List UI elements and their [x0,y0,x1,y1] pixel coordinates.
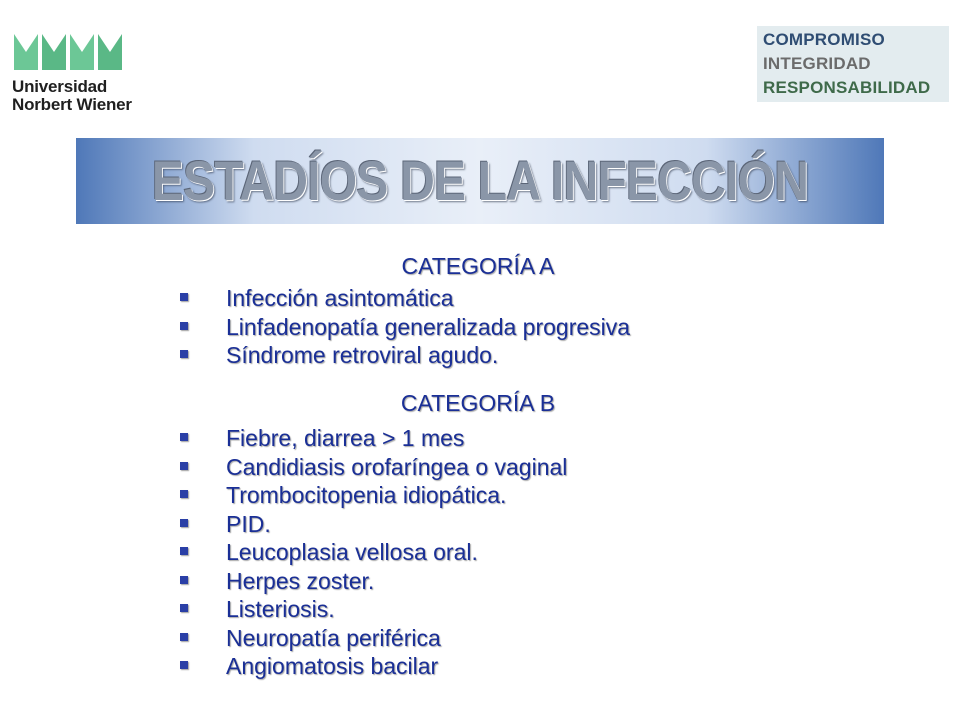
logo-line-2: Norbert Wiener [12,95,132,114]
list-item-text: Fiebre, diarrea > 1 mes [226,425,465,451]
list-item-text: Trombocitopenia idiopática. [226,482,507,508]
logo-leaves-icon [12,30,124,74]
list-item-text: Leucoplasia vellosa oral. [226,539,478,565]
square-bullet-icon [180,350,188,358]
motto-responsibility: RESPONSABILIDAD [763,78,931,97]
square-bullet-icon [180,293,188,301]
motto-integrity: INTEGRIDAD [763,54,871,73]
slide-title: ESTADÍOS DE LA INFECCIÓN [151,149,809,212]
list-item-text: Infección asintomática [226,285,454,311]
square-bullet-icon [180,661,188,669]
square-bullet-icon [180,633,188,641]
square-bullet-icon [180,604,188,612]
logo-wordmark [12,78,132,114]
list-item-text: PID. [226,510,271,537]
list-item-text: Síndrome retroviral agudo. [226,342,499,369]
square-bullet-icon [180,433,188,441]
list-item-text: Listeriosis. [226,596,335,622]
category-b-heading: CATEGORÍA B [400,390,556,416]
title-banner [76,138,884,224]
list-item-text: Candidiasis orofaríngea o vaginal [226,453,568,480]
square-bullet-icon [180,490,188,498]
list-item-text: Neuropatía periférica [226,624,441,651]
list-item-text: Linfadenopatía generalizada progresiva [226,313,631,340]
list-item-text: Herpes zoster. [226,567,375,594]
square-bullet-icon [180,322,188,330]
list-item-text: Angiomatosis bacilar [226,653,439,679]
university-logo [10,28,170,118]
square-bullet-icon [180,576,188,584]
category-a-heading: CATEGORÍA A [401,253,555,279]
square-bullet-icon [180,462,188,470]
motto-commitment: COMPROMISO [763,30,885,49]
logo-line-1: Universidad [12,77,108,96]
square-bullet-icon [180,547,188,555]
motto-box [757,26,949,102]
square-bullet-icon [180,519,188,527]
